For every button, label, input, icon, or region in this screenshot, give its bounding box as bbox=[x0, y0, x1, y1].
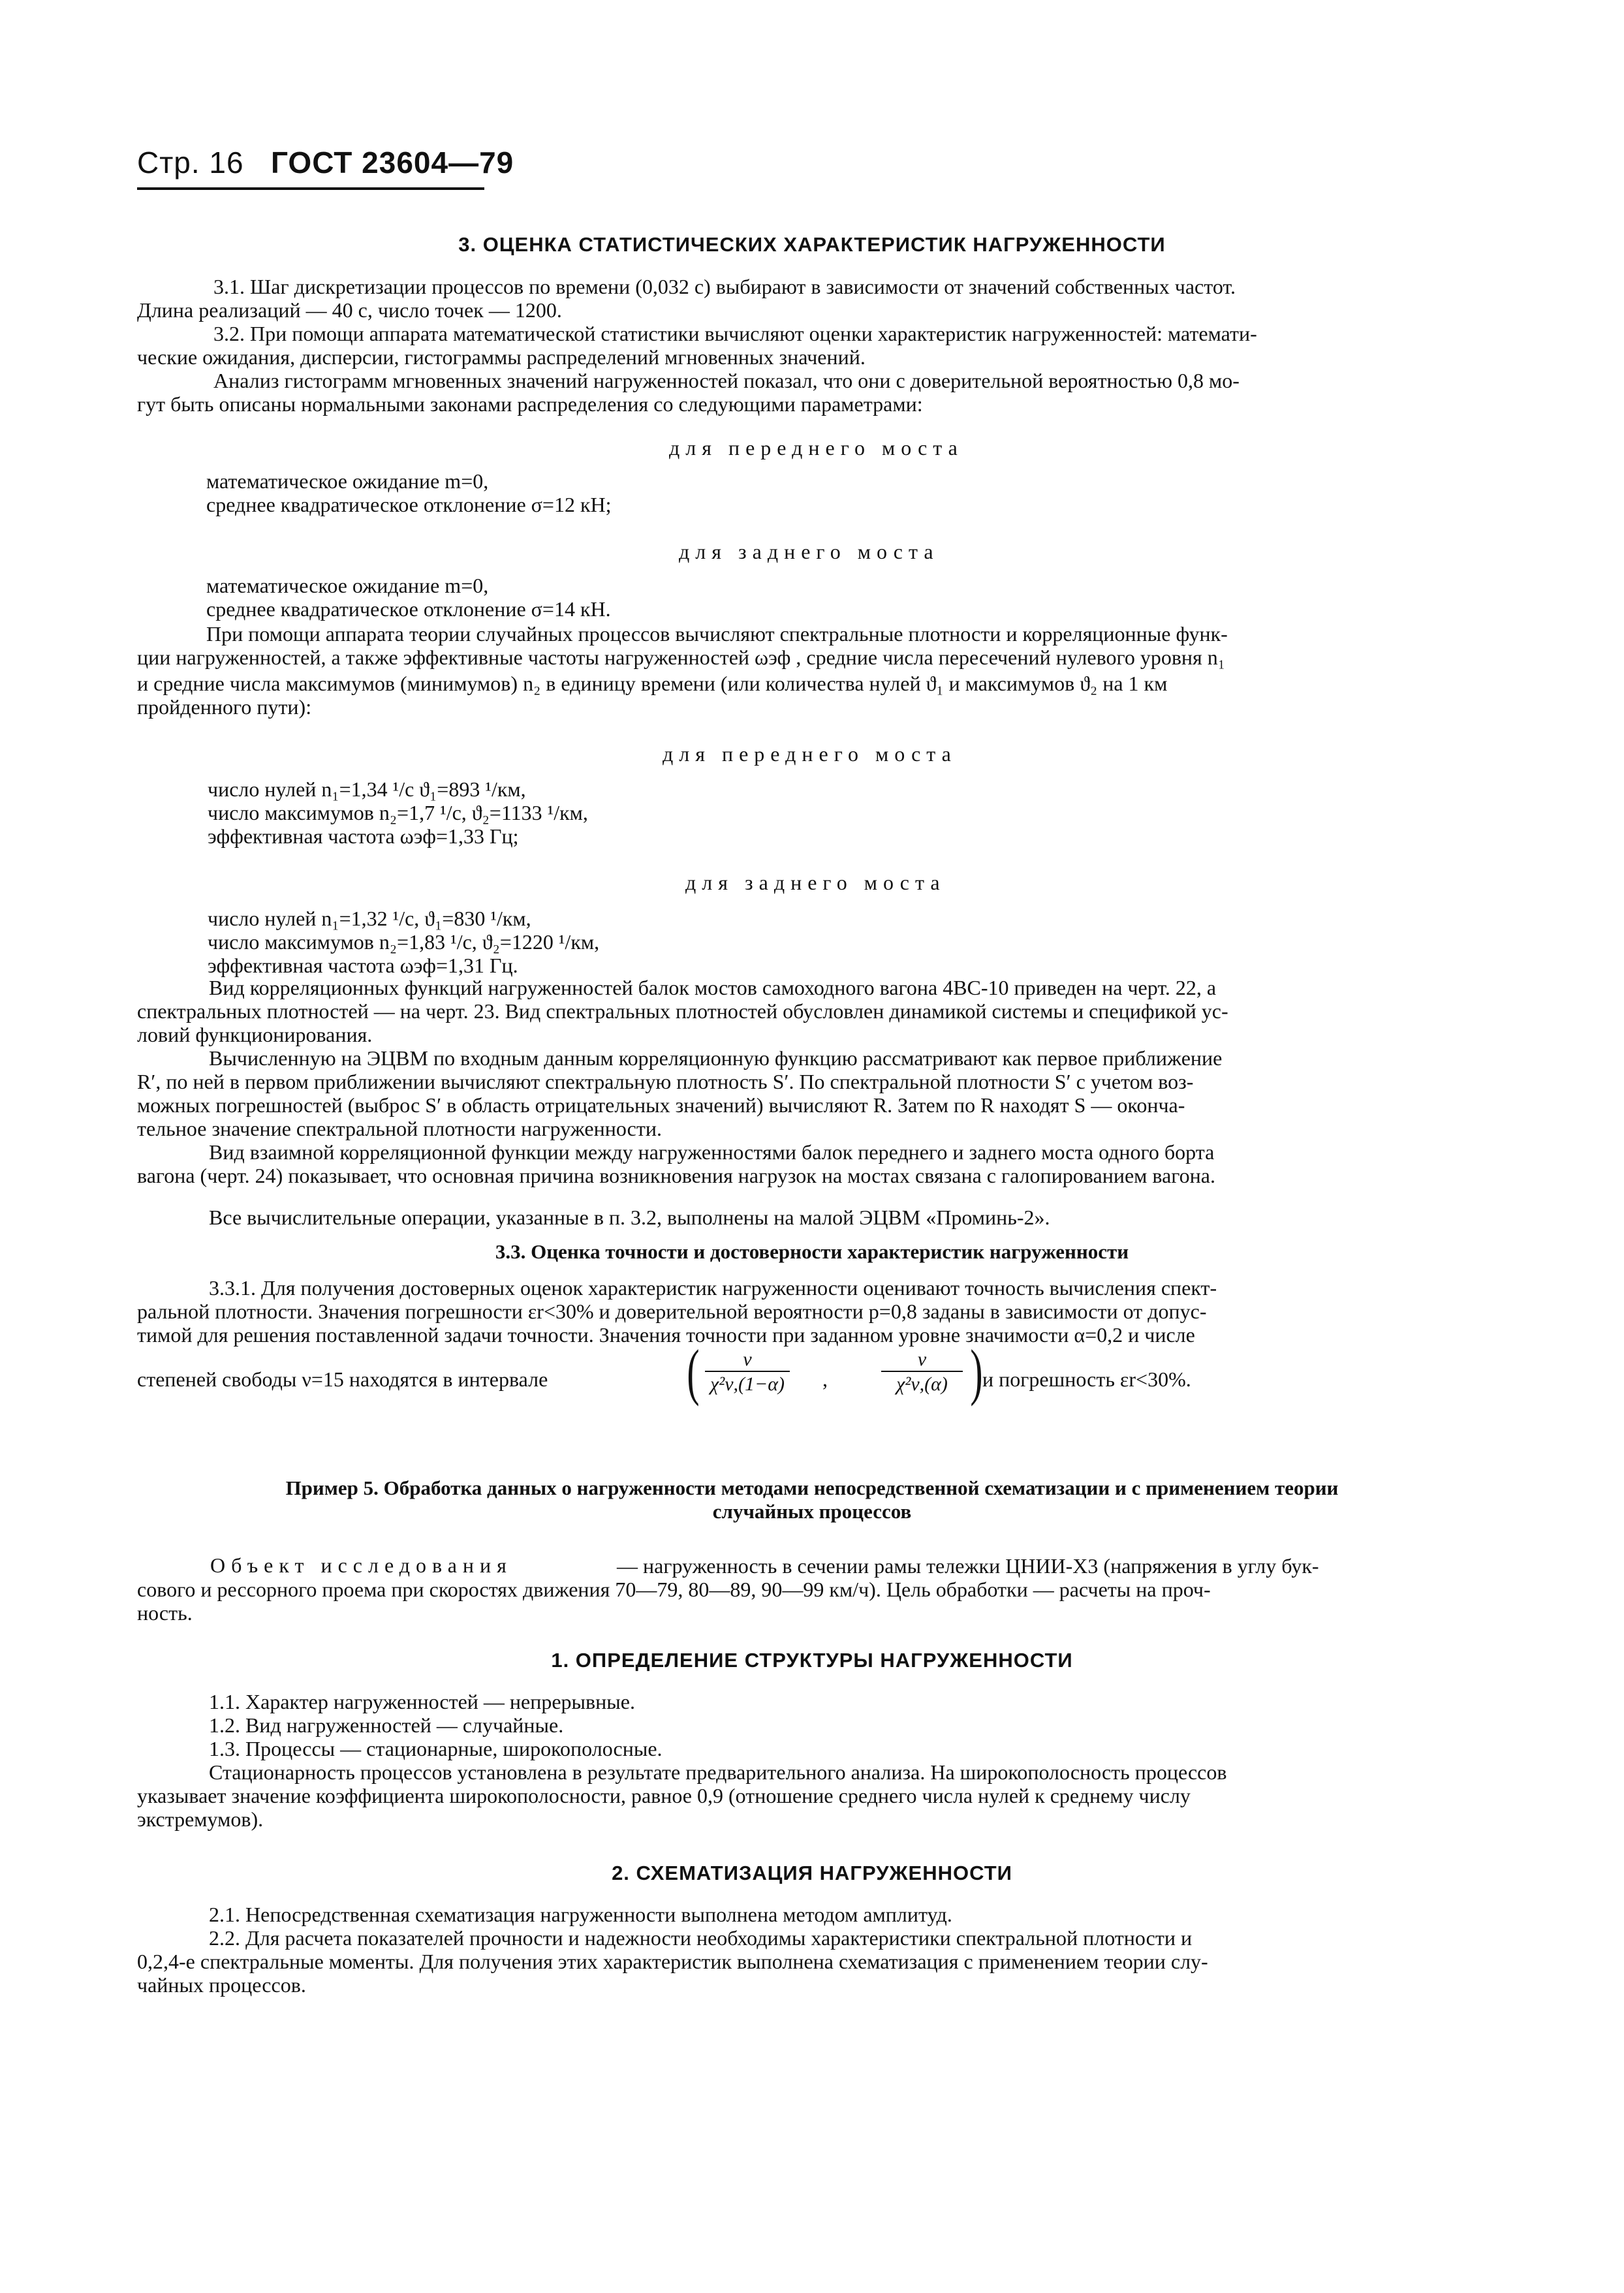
text-line: 3.3.1. Для получения достоверных оценок характеристик нагруженности оценивают точность вычисления спект- bbox=[209, 1276, 1217, 1300]
text-line: экстремумов). bbox=[137, 1807, 264, 1831]
header-rule bbox=[137, 187, 484, 190]
count-line: эффективная частота ωэф=1,33 Гц; bbox=[208, 824, 519, 848]
page-header bbox=[137, 145, 514, 180]
text-line: — нагруженность в сечении рамы тележки ЦНИИ-Х3 (напряжения в углу бук- bbox=[617, 1554, 1319, 1578]
text-line: гут быть описаны нормальными законами распределения со следующими параметрами: bbox=[137, 392, 923, 416]
text-line: ческие ожидания, дисперсии, гистограммы распределений мгновенных значений. bbox=[137, 345, 866, 369]
text-line: спектральных плотностей — на черт. 23. Вид спектральных плотностей обусловлен динамикой системы и спецификой ус- bbox=[137, 999, 1228, 1023]
gost-number: ГОСТ 23604—79 bbox=[270, 146, 514, 179]
page-number: Стр. 16 bbox=[137, 146, 244, 179]
text-line: 1.1. Характер нагруженностей — непрерывные. bbox=[209, 1690, 635, 1713]
count-line: число максимумов n₂=1,7 ¹/c, ϑ₂=1133 ¹/км, bbox=[208, 801, 588, 824]
text-line: 1.3. Процессы — стационарные, широкополосные. bbox=[209, 1737, 663, 1760]
text-line: можных погрешностей (выброс S′ в область отрицательных значений) вычисляют R. Затем по R находят S — оконча- bbox=[137, 1093, 1185, 1117]
subheading-rear-axle-2: для заднего моста bbox=[685, 871, 946, 894]
text-line: ции нагруженностей, а также эффективные частоты нагруженностей ωэф , средние числа пересечений нулевого уровня n₁ bbox=[137, 646, 1225, 669]
formula-denominator-2: χ²ν,(α) bbox=[896, 1373, 948, 1395]
formula-numerator: ν bbox=[705, 1349, 790, 1372]
example-5-title-line1: Пример 5. Обработка данных о нагруженности методами непосредственной схематизации и с применением теории bbox=[285, 1476, 1339, 1499]
subheading-front-axle: для переднего моста bbox=[669, 436, 963, 460]
param-line: среднее квадратическое отклонение σ=12 кН; bbox=[206, 493, 612, 516]
formula-close-paren: ) bbox=[970, 1337, 983, 1407]
text-line: 2.1. Непосредственная схематизация нагруженности выполнена методом амплитуд. bbox=[209, 1903, 952, 1926]
text-line: вагона (черт. 24) показывает, что основная причина возникновения нагрузок на мостах связана с галопированием вагона. bbox=[137, 1164, 1215, 1187]
subheading-rear-axle: для заднего моста bbox=[679, 540, 939, 563]
text-line: R′, по ней в первом приближении вычисляют спектральную плотность S′. По спектральной плотности S′ с учетом воз- bbox=[137, 1070, 1194, 1093]
section-2-title: 2. СХЕМАТИЗАЦИЯ НАГРУЖЕННОСТИ bbox=[612, 1862, 1012, 1884]
text-line: указывает значение коэффициента широкополосности, равное 0,9 (отношение среднего числа нулей к среднему числу bbox=[137, 1784, 1191, 1807]
section-1-title: 1. ОПРЕДЕЛЕНИЕ СТРУКТУРЫ НАГРУЖЕННОСТИ bbox=[551, 1649, 1073, 1672]
text-line: тимой для решения поставленной задачи точности. Значения точности при заданном уровне значимости α=0,2 и числе bbox=[137, 1323, 1195, 1347]
count-line: число нулей n₁=1,34 ¹/c ϑ₁=893 ¹/км, bbox=[208, 777, 526, 801]
subsection-3-3-title: 3.3. Оценка точности и достоверности характеристик нагруженности bbox=[495, 1240, 1129, 1263]
formula-numerator: ν bbox=[881, 1349, 963, 1372]
text-line: Анализ гистограмм мгновенных значений нагруженностей показал, что они с доверительной вероятностью 0,8 мо- bbox=[213, 369, 1240, 392]
count-line: число нулей n₁=1,32 ¹/c, ϑ₁=830 ¹/км, bbox=[208, 907, 531, 930]
text-line: 2.2. Для расчета показателей прочности и надежности необходимы характеристики спектральной плотности и bbox=[209, 1926, 1193, 1950]
formula-denominator-1: χ²ν,(1−α) bbox=[710, 1373, 785, 1395]
text-line: тельное значение спектральной плотности нагруженности. bbox=[137, 1117, 662, 1140]
object-label: Объект исследования bbox=[210, 1553, 512, 1577]
formula-prefix: степеней свободы ν=15 находятся в интервале bbox=[137, 1367, 548, 1391]
example-5-title-line2: случайных процессов bbox=[712, 1500, 912, 1523]
text-line: ловий функционирования. bbox=[137, 1023, 373, 1046]
text-line: Длина реализаций — 40 с, число точек — 1200. bbox=[137, 298, 562, 322]
formula-comma: , bbox=[822, 1367, 828, 1391]
subheading-front-axle-2: для переднего моста bbox=[663, 742, 957, 766]
formula-fraction-1 bbox=[705, 1349, 790, 1396]
text-line: 3.1. Шаг дискретизации процессов по времени (0,032 с) выбирают в зависимости от значений собственных частот. bbox=[213, 275, 1236, 298]
text-line: 0,2,4-е спектральные моменты. Для получения этих характеристик выполнена схематизация с применением теории слу- bbox=[137, 1950, 1208, 1973]
text-line: Стационарность процессов установлена в результате предварительного анализа. На широкополосность процессов bbox=[209, 1760, 1227, 1784]
formula-fraction-2 bbox=[881, 1349, 963, 1396]
count-line: эффективная частота ωэф=1,31 Гц. bbox=[208, 954, 518, 977]
param-line: математическое ожидание m=0, bbox=[206, 574, 489, 597]
text-line: 3.2. При помощи аппарата математической статистики вычисляют оценки характеристик нагруженностей: математи- bbox=[213, 322, 1257, 345]
text-line: 1.2. Вид нагруженностей — случайные. bbox=[209, 1713, 564, 1737]
text-line: Все вычислительные операции, указанные в п. 3.2, выполнены на малой ЭЦВМ «Проминь-2». bbox=[209, 1206, 1050, 1229]
count-line: число максимумов n₂=1,83 ¹/c, ϑ₂=1220 ¹/км, bbox=[208, 930, 600, 954]
section-3-title: 3. ОЦЕНКА СТАТИСТИЧЕСКИХ ХАРАКТЕРИСТИК НАГРУЖЕННОСТИ bbox=[458, 233, 1166, 256]
text-line: пройденного пути): bbox=[137, 695, 312, 719]
formula-suffix: и погрешность εr<30%. bbox=[982, 1367, 1191, 1391]
text-line: При помощи аппарата теории случайных процессов вычисляют спектральные плотности и корреляционные функ- bbox=[206, 622, 1228, 646]
param-line: среднее квадратическое отклонение σ=14 кН. bbox=[206, 597, 611, 621]
text-line: Вид корреляционных функций нагруженностей балок мостов самоходного вагона 4ВС-10 приведен на черт. 22, а bbox=[209, 976, 1217, 999]
formula-open-paren: ( bbox=[687, 1337, 700, 1407]
text-line: Вид взаимной корреляционной функции между нагруженностями балок переднего и заднего моста одного борта bbox=[209, 1140, 1215, 1164]
param-line: математическое ожидание m=0, bbox=[206, 469, 489, 493]
text-line: сового и рессорного проема при скоростях движения 70—79, 80—89, 90—99 км/ч). Цель обработки — расчеты на проч- bbox=[137, 1578, 1211, 1601]
text-line: ральной плотности. Значения погрешности εr<30% и доверительной вероятности p=0,8 заданы в зависимости от допус- bbox=[137, 1300, 1207, 1323]
text-line: ность. bbox=[137, 1601, 193, 1625]
text-line: Вычисленную на ЭЦВМ по входным данным корреляционную функцию рассматривают как первое приближение bbox=[209, 1046, 1223, 1070]
text-line: чайных процессов. bbox=[137, 1973, 306, 1997]
text-line: и средние числа максимумов (минимумов) n₂ в единицу времени (или количества нулей ϑ₁ и максимумов ϑ₂ на 1 км bbox=[137, 672, 1168, 695]
